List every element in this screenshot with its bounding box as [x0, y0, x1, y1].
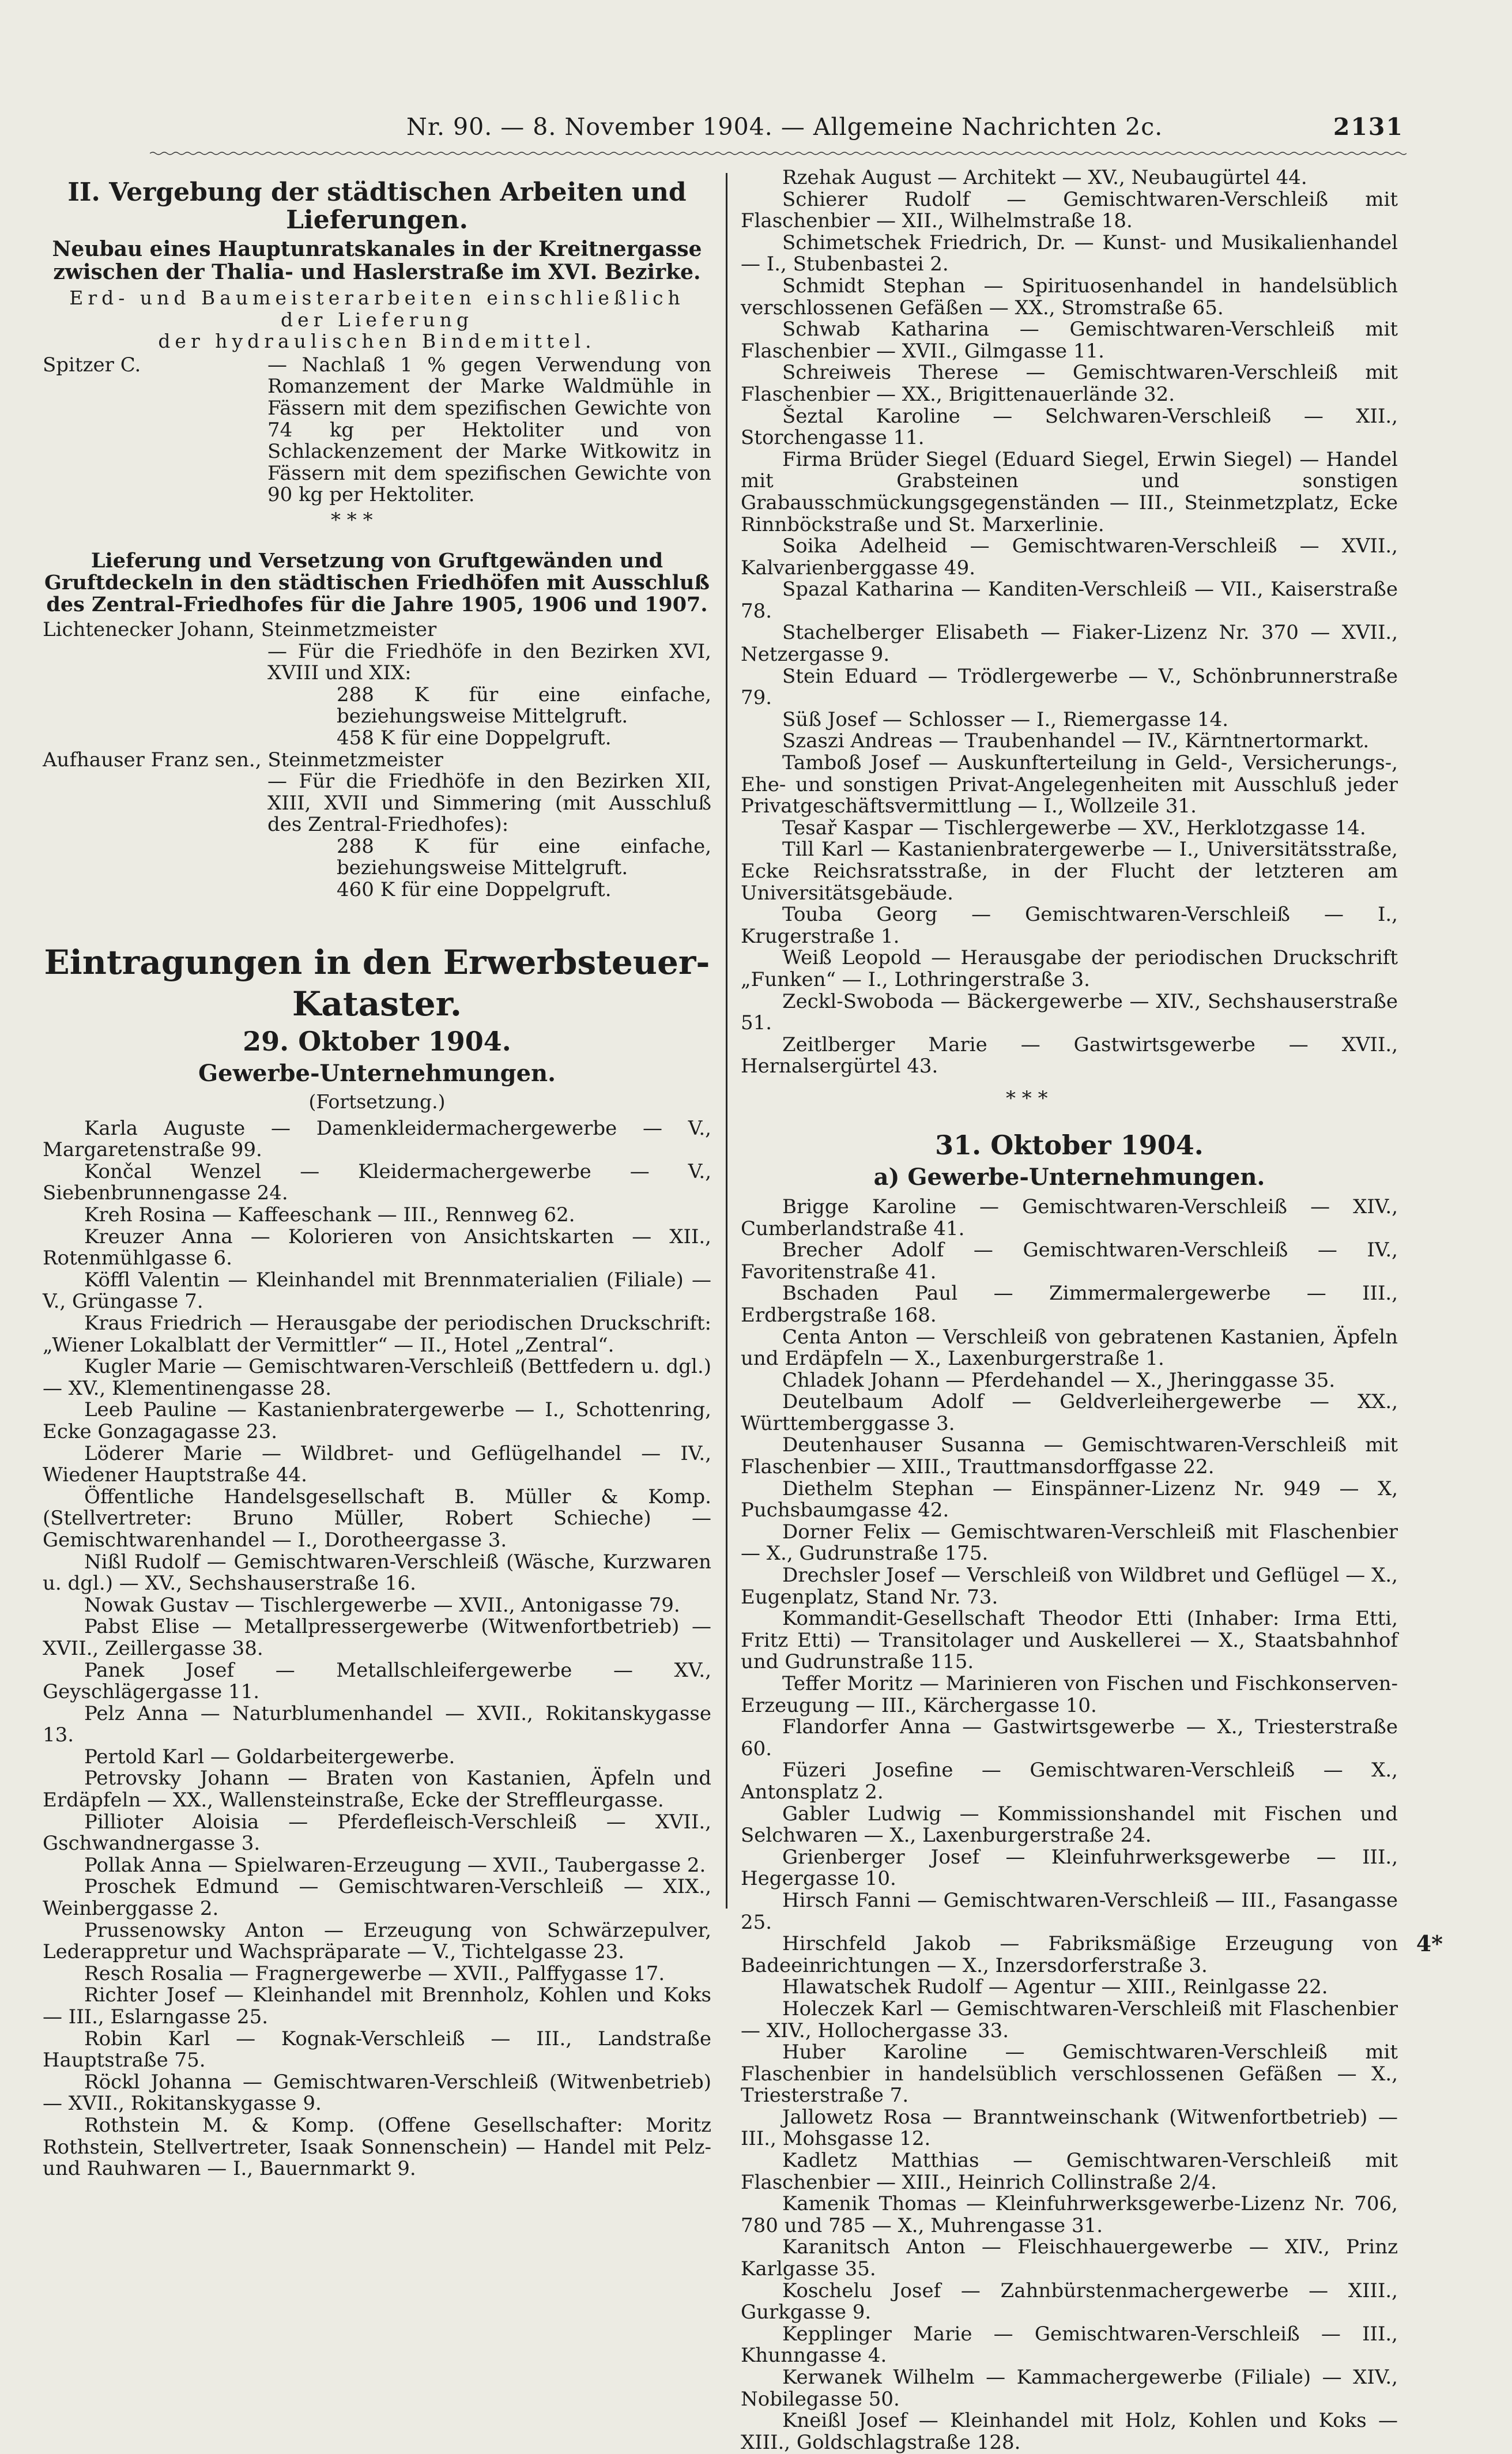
date-heading: 29. Oktober 1904.: [243, 1025, 511, 1057]
list-item: Kommandit-Gesellschaft Theodor Etti (Inhaber: Irma Etti, Fritz Etti) — Transitolager und Auskellerei — X., Staatsbahnhof und Gudrunstraße 115.: [741, 1607, 1398, 1674]
offer-text: — Nachlaß 1 % gegen Verwendung von Romanzement der Marke Waldmühle in Fässern mit dem spezifischen Gewichte von 74 kg per Hektoliter und von Schlackenzement der Marke Witkowitz in Fässern mit dem spezifischen Gewichte von 90 kg per Hektoliter.: [267, 353, 711, 507]
list-item: Hirschfeld Jakob — Fabriksmäßige Erzeugung von Badeeinrichtungen — X., Inzersdorferstraße 3.: [741, 1932, 1398, 1977]
list-item: Pollak Anna — Spielwaren-Erzeugung — XVII., Taubergasse 2.: [84, 1853, 706, 1877]
left-column: [43, 167, 711, 2180]
list-item: Nowak Gustav — Tischlergewerbe — XVII., Antonigasse 79.: [84, 1593, 680, 1617]
list-item: Panek Josef — Metallschleifergewerbe — XV., Geyschlägergasse 11.: [43, 1658, 711, 1704]
aufhauser-price-1: 288 K für eine einfache, beziehungsweise Mittelgruft.: [337, 834, 711, 880]
list-item: Gabler Ludwig — Kommissionshandel mit Fischen und Selchwaren — X., Laxenburgerstraße 24.: [741, 1802, 1398, 1847]
list-item: Karanitsch Anton — Fleischhauergewerbe — XIV., Prinz Karlgasse 35.: [741, 2235, 1398, 2281]
aufhauser-name: Aufhauser Franz sen., Steinmetzmeister: [43, 748, 443, 771]
list-item: Firma Brüder Siegel (Eduard Siegel, Erwin Siegel) — Handel mit Grabsteinen und sonstigen Grabausschmückungsgegenständen — III., Steinmetzplatz, Ecke Rinnböckstraße und St. Marxerlinie.: [741, 447, 1398, 536]
list-item: Tamboß Josef — Auskunfterteilung in Geld-, Versicherungs-, Ehe- und sonstigen Privat-Angelegenheiten mit Ausschluß jeder Privatgeschäftsvermittlung — I., Wollzeile 31.: [741, 751, 1398, 818]
sheet-signature-mark: 4*: [1416, 1930, 1443, 1956]
page-header: [153, 107, 1404, 148]
list-item: Bschaden Paul — Zimmermalergewerbe — III., Erdbergstraße 168.: [741, 1282, 1398, 1327]
date-heading: 31. Oktober 1904.: [935, 1129, 1204, 1161]
list-item: Szaszi Andreas — Traubenhandel — IV., Kärntnertormarkt.: [782, 729, 1370, 753]
list-item: Öffentliche Handelsgesellschaft B. Müller & Komp. (Stellvertreter: Bruno Müller, Robert Schieche) — Gemischtwarenhandel — I., Dorotheergasse 3.: [43, 1485, 711, 1552]
subsection-heading: a) Gewerbe-Unternehmungen.: [873, 1163, 1265, 1191]
continuation-note: (Fortsetzung.): [308, 1090, 446, 1113]
list-item: Schimetschek Friedrich, Dr. — Kunst- und Musikalienhandel — I., Stubenbastei 2.: [741, 231, 1398, 276]
star-glyphs: * * *: [331, 508, 373, 532]
list-item: Kreh Rosina — Kaffeeschank — III., Rennweg 62.: [84, 1203, 575, 1227]
list-item: Rzehak August — Architekt — XV., Neubaugürtel 44.: [782, 166, 1307, 189]
list-item: Deutelbaum Adolf — Geldverleihergewerbe — XX., Württemberggasse 3.: [741, 1390, 1398, 1435]
list-item: Kadletz Matthias — Gemischtwaren-Verschleiß mit Flaschenbier — XIII., Heinrich Collinstraße 2/4.: [741, 2149, 1398, 2194]
list-item: Pertold Karl — Goldarbeitergewerbe.: [84, 1745, 455, 1768]
list-item: Karla Auguste — Damenkleidermachergewerbe — V., Margaretenstraße 99.: [43, 1116, 711, 1162]
lieferung-heading: Lieferung und Versetzung von Gruftgewänden und Gruftdeckeln in den städtischen Friedhöfen mit Ausschluß des Zentral-Friedhofes für die Jahre 1905, 1906 und 1907.: [44, 548, 710, 616]
kataster-heading: Eintragungen in den Erwerbsteuer-Kataster.: [44, 942, 710, 1023]
lichtenecker-text: — Für die Friedhöfe in den Bezirken XVI, XVIII und XIX:: [267, 639, 711, 685]
header-wavy-rule: [150, 151, 1407, 156]
aufhauser-price-2: 460 K für eine Doppelgruft.: [337, 878, 612, 902]
list-item: Prussenowsky Anton — Erzeugung von Schwärzepulver, Lederappretur und Wachspräparate — V., Tichtelgasse 23.: [43, 1918, 711, 1964]
aufhauser-text: — Für die Friedhöfe in den Bezirken XII, XIII, XVII und Simmering (mit Ausschluß des Zentral-Friedhofes):: [267, 770, 711, 837]
list-item: Soika Adelheid — Gemischtwaren-Verschleiß — XVII., Kalvarienberggasse 49.: [741, 535, 1398, 579]
separator-stars: [741, 1078, 1398, 1124]
right-column: [741, 167, 1398, 2453]
lichtenecker-name: Lichtenecker Johann, Steinmetzmeister: [43, 618, 437, 641]
list-item: Schwab Katharina — Gemischtwaren-Verschleiß mit Flaschenbier — XVII., Gilmgasse 11.: [741, 318, 1398, 363]
list-item: Pelz Anna — Naturblumenhandel — XVII., Rokitanskygasse 13.: [43, 1702, 711, 1747]
list-item: Röckl Johanna — Gemischtwaren-Verschleiß (Witwenbetrieb) — XVII., Rokitanskygasse 9.: [43, 2070, 711, 2116]
list-item: Kraus Friedrich — Herausgabe der periodischen Druckschrift: „Wiener Lokalblatt der Vermittler“ — II., Hotel „Zentral“.: [43, 1312, 711, 1357]
spaced-line-1: Erd- und Baumeisterarbeiten einschließlich der Lieferung: [69, 287, 685, 331]
list-item: Grienberger Josef — Kleinfuhrwerksgewerbe — III., Hegergasse 10.: [741, 1845, 1398, 1891]
list-item: Zeitlberger Marie — Gastwirtsgewerbe — XVII., Hernalsergürtel 43.: [741, 1033, 1398, 1078]
list-item: Stachelberger Elisabeth — Fiaker-Lizenz Nr. 370 — XVII., Netzergasse 9.: [741, 621, 1398, 667]
list-item: Zeckl-Swoboda — Bäckergewerbe — XIV., Sechshauserstraße 51.: [741, 989, 1398, 1035]
list-item: Diethelm Stephan — Einspänner-Lizenz Nr. 949 — X, Puchsbaumgasse 42.: [741, 1477, 1398, 1522]
list-item: Weiß Leopold — Herausgabe der periodischen Druckschrift „Funken“ — I., Lothringerstraße 3.: [741, 946, 1398, 991]
list-item: Schmidt Stephan — Spirituosenhandel in handelsüblich verschlossenen Gefäßen — XX., Stromstraße 65.: [741, 274, 1398, 319]
list-item: Resch Rosalia — Fragnergewerbe — XVII., Palffygasse 17.: [84, 1962, 665, 1985]
list-item: Kamenik Thomas — Kleinfuhrwerksgewerbe-Lizenz Nr. 706, 780 und 785 — X., Muhrengasse 31.: [741, 2192, 1398, 2237]
list-item: Pabst Elise — Metallpressergewerbe (Witwenfortbetrieb) — XVII., Zeillergasse 38.: [43, 1615, 711, 1660]
page-number: 2131: [1333, 113, 1404, 141]
list-item: Proschek Edmund — Gemischtwaren-Verschleiß — XIX., Weinberggasse 2.: [43, 1875, 711, 1921]
list-item: Kneißl Josef — Kleinhandel mit Holz, Kohlen und Koks — XIII., Goldschlagstraße 128.: [741, 2409, 1398, 2454]
list-item: Nißl Rudolf — Gemischtwaren-Verschleiß (Wäsche, Kurzwaren u. dgl.) — XV., Sechshauserstraße 16.: [43, 1550, 711, 1595]
list-item: Holeczek Karl — Gemischtwaren-Verschleiß mit Flaschenbier — XIV., Hollochergasse 33.: [741, 1997, 1398, 2042]
list-item: Flandorfer Anna — Gastwirtsgewerbe — X., Triesterstraße 60.: [741, 1715, 1398, 1760]
list-item: Petrovsky Johann — Braten von Kastanien, Äpfeln und Erdäpfeln — XX., Wallensteinstraße, Ecke der Streffleurgasse.: [43, 1767, 711, 1812]
list-item: Leeb Pauline — Kastanienbratergewerbe — I., Schottenring, Ecke Gonzagagasse 23.: [43, 1398, 711, 1443]
list-item: Dorner Felix — Gemischtwaren-Verschleiß mit Flaschenbier — X., Gudrunstraße 175.: [741, 1520, 1398, 1565]
offer-name: Spitzer C.: [43, 353, 141, 377]
list-item: Šeztal Karoline — Selchwaren-Verschleiß — XII., Storchengasse 11.: [741, 404, 1398, 450]
header-title: Nr. 90. — 8. November 1904. — Allgemeine Nachrichten 2c.: [406, 113, 1163, 141]
list-item: Stein Eduard — Trödlergewerbe — V., Schönbrunnerstraße 79.: [741, 664, 1398, 710]
list-item: Robin Karl — Kognak-Verschleiß — III., Landstraße Hauptstraße 75.: [43, 2027, 711, 2072]
list-item: Rothstein M. & Komp. (Offene Gesellschafter: Moritz Rothstein, Stellvertreter, Isaak Sonnenschein) — Handel mit Pelz- und Rauhwaren — I., Bauernmarkt 9.: [43, 2113, 711, 2181]
section-heading: II. Vergebung der städtischen Arbeiten und Lieferungen.: [67, 178, 687, 235]
list-item: Süß Josef — Schlosser — I., Riemergasse 14.: [782, 707, 1229, 731]
list-item: Kugler Marie — Gemischtwaren-Verschleiß (Bettfedern u. dgl.) — XV., Klementinengasse 28.: [43, 1355, 711, 1400]
list-item: Brigge Karoline — Gemischtwaren-Verschleiß — XIV., Cumberlandstraße 41.: [741, 1195, 1398, 1240]
lichtenecker-price-1: 288 K für eine einfache, beziehungsweise Mittelgruft.: [337, 683, 711, 728]
list-item: Drechsler Josef — Verschleiß von Wildbret und Geflügel — X., Eugenplatz, Stand Nr. 73.: [741, 1564, 1398, 1609]
entry-list: [741, 1196, 1398, 2453]
list-item: Schierer Rudolf — Gemischtwaren-Verschleiß mit Flaschenbier — XII., Wilhelmstraße 18.: [741, 187, 1398, 233]
offer-spitzer: [43, 355, 711, 506]
list-item: Kreuzer Anna — Kolorieren von Ansichtskarten — XII., Rotenmühlgasse 6.: [43, 1225, 711, 1270]
entry-list: [43, 1118, 711, 2180]
list-item: Füzeri Josefine — Gemischtwaren-Verschleiß — X., Antonsplatz 2.: [741, 1759, 1398, 1804]
list-item: Teffer Moritz — Marinieren von Fischen und Fischkonserven-Erzeugung — III., Kärchergasse 10.: [741, 1672, 1398, 1717]
list-item: Končal Wenzel — Kleidermachergewerbe — V., Siebenbrunnengasse 24.: [43, 1160, 711, 1205]
section-subheading: Neubau eines Hauptunratskanales in der Kreitnergasse zwischen der Thalia- und Haslerstraße im XVI. Bezirke.: [52, 237, 702, 284]
spaced-line-2: der hydraulischen Bindemittel.: [158, 330, 596, 353]
list-item: Deutenhauser Susanna — Gemischtwaren-Verschleiß mit Flaschenbier — XIII., Trauttmansdorffgasse 22.: [741, 1433, 1398, 1479]
list-item: Köffl Valentin — Kleinhandel mit Brennmaterialien (Filiale) — V., Grüngasse 7.: [43, 1268, 711, 1313]
list-item: Koschelu Josef — Zahnbürstenmachergewerbe — XIII., Gurkgasse 9.: [741, 2279, 1398, 2324]
list-item: Pillioter Aloisia — Pferdefleisch-Verschleiß — XVII., Gschwandnergasse 3.: [43, 1810, 711, 1855]
list-item: Chladek Johann — Pferdehandel — X., Jheringgasse 35.: [782, 1368, 1336, 1392]
list-item: Centa Anton — Verschleiß von gebratenen Kastanien, Äpfeln und Erdäpfeln — X., Laxenburgerstraße 1.: [741, 1325, 1398, 1371]
list-item: Huber Karoline — Gemischtwaren-Verschleiß mit Flaschenbier in handelsüblich verschlossenen Gefäßen — X., Triesterstraße 7.: [741, 2041, 1398, 2107]
list-item: Richter Josef — Kleinhandel mit Brennholz, Kohlen und Koks — III., Eslarngasse 25.: [43, 1983, 711, 2028]
list-item: Kerwanek Wilhelm — Kammachergewerbe (Filiale) — XIV., Nobilegasse 50.: [741, 2366, 1398, 2411]
list-item: Spazal Katharina — Kanditen-Verschleiß — VII., Kaiserstraße 78.: [741, 578, 1398, 623]
list-item: Touba Georg — Gemischtwaren-Verschleiß — I., Krugerstraße 1.: [741, 903, 1398, 948]
list-item: Hirsch Fanni — Gemischtwaren-Verschleiß — III., Fasangasse 25.: [741, 1888, 1398, 1934]
list-item: Tesař Kaspar — Tischlergewerbe — XV., Herklotzgasse 14.: [782, 816, 1366, 840]
separator-stars: [43, 506, 711, 547]
list-item: Löderer Marie — Wildbret- und Geflügelhandel — IV., Wiedener Hauptstraße 44.: [43, 1441, 711, 1487]
list-item: Jallowetz Rosa — Branntweinschank (Witwenfortbetrieb) — III., Mohsgasse 12.: [741, 2105, 1398, 2151]
column-divider: [726, 173, 727, 1909]
subsection-heading: Gewerbe-Unternehmungen.: [198, 1059, 556, 1087]
list-item: Hlawatschek Rudolf — Agentur — XIII., Reinlgasse 22.: [782, 1975, 1328, 1999]
list-item: Kepplinger Marie — Gemischtwaren-Verschleiß — III., Khunngasse 4.: [741, 2322, 1398, 2368]
star-glyphs: * * *: [1006, 1086, 1048, 1110]
list-item: Schreiweis Therese — Gemischtwaren-Verschleiß mit Flaschenbier — XX., Brigittenauerlände 32.: [741, 361, 1398, 406]
list-item: Brecher Adolf — Gemischtwaren-Verschleiß — IV., Favoritenstraße 41.: [741, 1239, 1398, 1284]
entry-list-top: [741, 167, 1398, 1078]
lichtenecker-price-2: 458 K für eine Doppelgruft.: [337, 726, 612, 750]
list-item: Till Karl — Kastanienbratergewerbe — I., Universitätsstraße, Ecke Reichsratsstraße, in der Flucht der letzteren am Universitätsgebäude.: [741, 838, 1398, 905]
